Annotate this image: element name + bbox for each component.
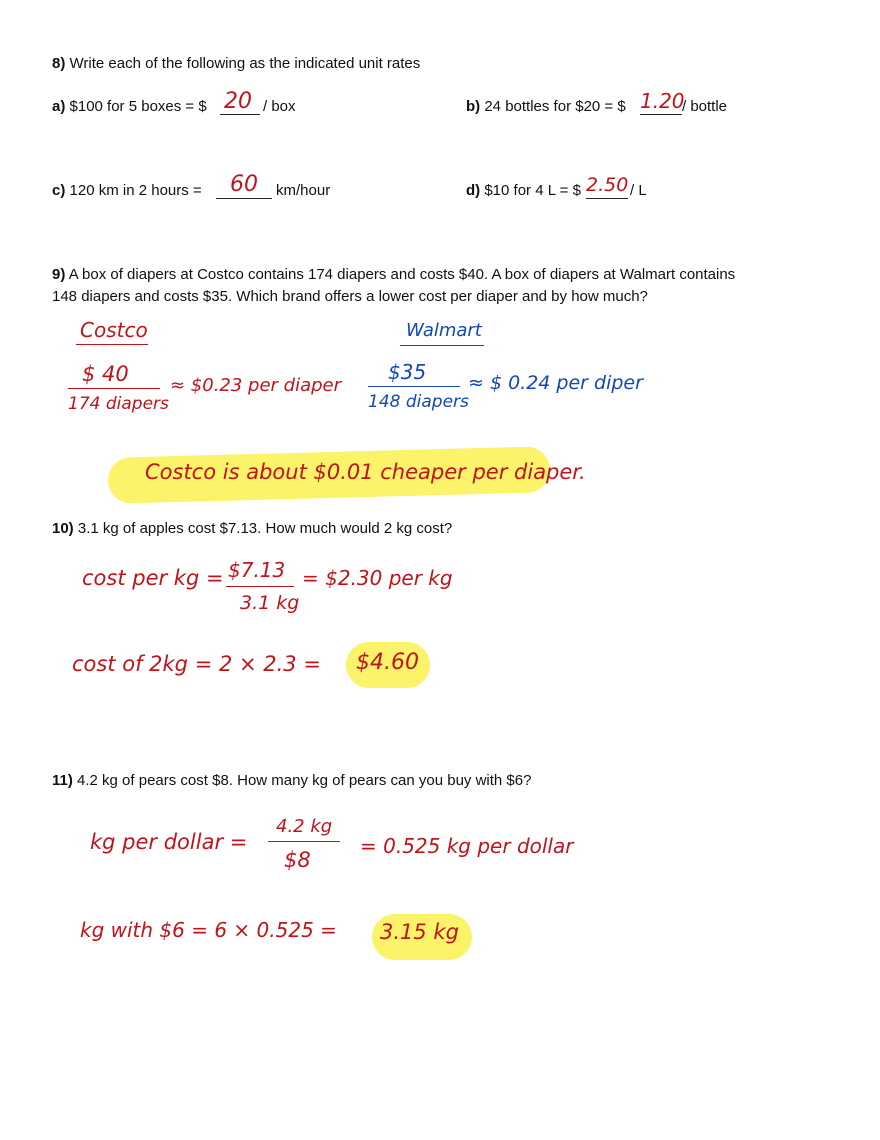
q8b: b) 24 bottles for $20 = $ bbox=[466, 98, 626, 115]
q11-prompt: 11) 4.2 kg of pears cost $8. How many kg of pears can you buy with $6? bbox=[52, 772, 532, 789]
q8d-answer: 2.50 bbox=[586, 174, 629, 196]
q10-line2-left: cost of 2kg = 2 × 2.3 = bbox=[72, 652, 321, 676]
q10-numerator: $7.13 bbox=[228, 558, 286, 582]
q8b-blank bbox=[640, 114, 682, 115]
q11-fraction-bar bbox=[268, 841, 340, 842]
costco-heading: Costco bbox=[80, 318, 148, 342]
q8a-unit: / box bbox=[263, 98, 296, 115]
q9-conclusion: Costco is about $0.01 cheaper per diaper. bbox=[145, 460, 586, 484]
walmart-numerator: $35 bbox=[388, 360, 427, 384]
q10-denominator: 3.1 kg bbox=[240, 592, 300, 614]
walmart-denominator: 148 diapers bbox=[368, 392, 469, 412]
q9-prompt-line1: 9) A box of diapers at Costco contains 174 diapers and costs $40. A box of diapers at Walmart contains bbox=[52, 266, 736, 283]
q8d-unit: / L bbox=[630, 182, 647, 199]
costco-denominator: 174 diapers bbox=[68, 394, 169, 414]
q8c: c) 120 km in 2 hours = bbox=[52, 182, 202, 199]
q8a-blank bbox=[220, 114, 260, 115]
costco-heading-underline bbox=[76, 344, 148, 345]
walmart-heading: Walmart bbox=[406, 320, 482, 341]
q8-prompt: 8) Write each of the following as the indicated unit rates bbox=[52, 55, 421, 72]
q8a-answer: 20 bbox=[224, 89, 252, 114]
q11-denominator: $8 bbox=[284, 848, 311, 872]
walmart-heading-underline bbox=[400, 345, 484, 346]
q11-line2-left: kg with $6 = 6 × 0.525 = bbox=[80, 918, 337, 942]
q8d: d) $10 for 4 L = $ bbox=[466, 182, 581, 199]
q8c-answer: 60 bbox=[230, 172, 258, 197]
q11-line1-left: kg per dollar = bbox=[90, 830, 248, 854]
costco-result: ≈ $0.23 per diaper bbox=[170, 375, 342, 396]
q9-prompt-line2: 148 diapers and costs $35. Which brand offers a lower cost per diaper and by how much? bbox=[52, 288, 648, 305]
q10-line1-left: cost per kg = bbox=[82, 566, 224, 590]
q8b-unit: / bottle bbox=[682, 98, 728, 115]
q10-line1-right: = $2.30 per kg bbox=[302, 566, 453, 590]
walmart-result: ≈ $ 0.24 per diper bbox=[468, 372, 643, 394]
q8a: a) $100 for 5 boxes = $ bbox=[52, 98, 207, 115]
q11-line1-right: = 0.525 kg per dollar bbox=[360, 834, 574, 858]
costco-fraction-bar bbox=[68, 388, 160, 389]
q11-numerator: 4.2 kg bbox=[276, 816, 333, 837]
q10-prompt: 10) 3.1 kg of apples cost $7.13. How much would 2 kg cost? bbox=[52, 520, 453, 537]
q8c-blank bbox=[216, 198, 272, 199]
q10-fraction-bar bbox=[226, 586, 294, 587]
q11-answer: 3.15 kg bbox=[380, 920, 459, 944]
q8d-blank bbox=[586, 198, 628, 199]
q10-answer: $4.60 bbox=[356, 650, 419, 675]
costco-numerator: $ 40 bbox=[82, 362, 129, 386]
walmart-fraction-bar bbox=[368, 386, 460, 387]
q8b-answer: 1.20 bbox=[640, 89, 685, 113]
q8c-unit: km/hour bbox=[276, 182, 331, 199]
